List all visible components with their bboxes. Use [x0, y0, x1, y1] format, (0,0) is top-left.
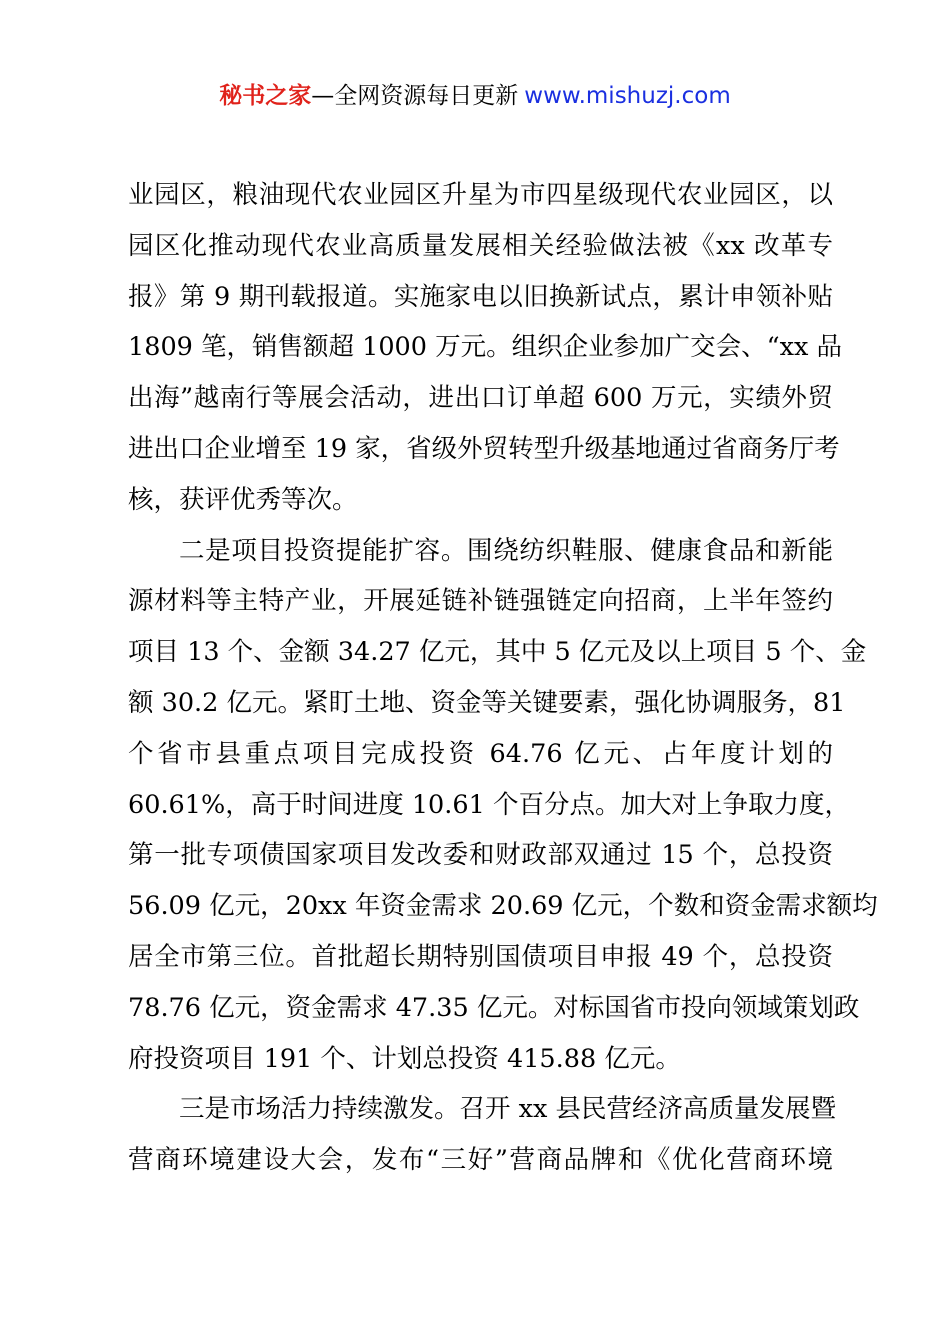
paragraph-3 [128, 1084, 836, 1186]
text-line: 56.09 亿元，20xx 年资金需求 20.69 亿元，个数和资金需求额均 [128, 891, 878, 922]
text-line: 60.61%，高于时间进度 10.61 个百分点。加大对上争取力度， [128, 789, 850, 820]
brand-name: 秘书之家 [219, 83, 312, 109]
document-body [128, 170, 878, 1186]
text-line: 业园区，粮油现代农业园区升星为市四星级现代农业园区，以 [128, 180, 833, 210]
text-line: 府投资项目 191 个、计划总投资 415.88 亿元。 [128, 1043, 681, 1074]
text-line: 报》第 9 期刊载报道。实施家电以旧换新试点，累计申领补贴 [128, 281, 833, 312]
text-line: 78.76 亿元，资金需求 47.35 亿元。对标国省市投向领域策划政 [128, 992, 860, 1023]
text-line: 出海”越南行等展会活动，进出口订单超 600 万元，实绩外贸 [128, 383, 833, 414]
text-line: 源材料等主特产业，开展延链补链强链定向招商，上半年签约 [128, 586, 833, 617]
text-line: 第一批专项债国家项目发改委和财政部双通过 15 个，总投资 [128, 840, 833, 871]
text-line: 个省市县重点项目完成投资 64.76 亿元、占年度计划的 [128, 738, 833, 769]
text-line: 二是项目投资提能扩容。围绕纺织鞋服、健康食品和新能 [179, 535, 833, 566]
page-header [0, 80, 950, 112]
text-line: 进出口企业增至 19 家，省级外贸转型升级基地通过省商务厅考 [128, 433, 840, 464]
text-line: 三是市场活力持续激发。召开 xx 县民营经济高质量发展暨 [179, 1094, 836, 1125]
text-line: 营商环境建设大会，发布“三好”营商品牌和《优化营商环境 [128, 1145, 833, 1176]
website-link[interactable]: www.mishuzj.com [524, 83, 731, 109]
text-line: 居全市第三位。首批超长期特别国债项目申报 49 个，总投资 [128, 941, 833, 972]
text-line: 园区化推动现代农业高质量发展相关经验做法被《xx 改革专 [128, 230, 833, 261]
text-line: 项目 13 个、金额 34.27 亿元，其中 5 亿元及以上项目 5 个、金 [128, 637, 867, 668]
text-line: 核，获评优秀等次。 [128, 484, 358, 515]
paragraph-2 [128, 526, 878, 1085]
text-line: 1809 笔，销售额超 1000 万元。组织企业参加广交会、“xx 品 [128, 332, 843, 363]
paragraph-1 [128, 170, 843, 526]
header-tagline: —全网资源每日更新 [311, 83, 519, 109]
text-line: 额 30.2 亿元。紧盯土地、资金等关键要素，强化协调服务，81 [128, 687, 846, 718]
